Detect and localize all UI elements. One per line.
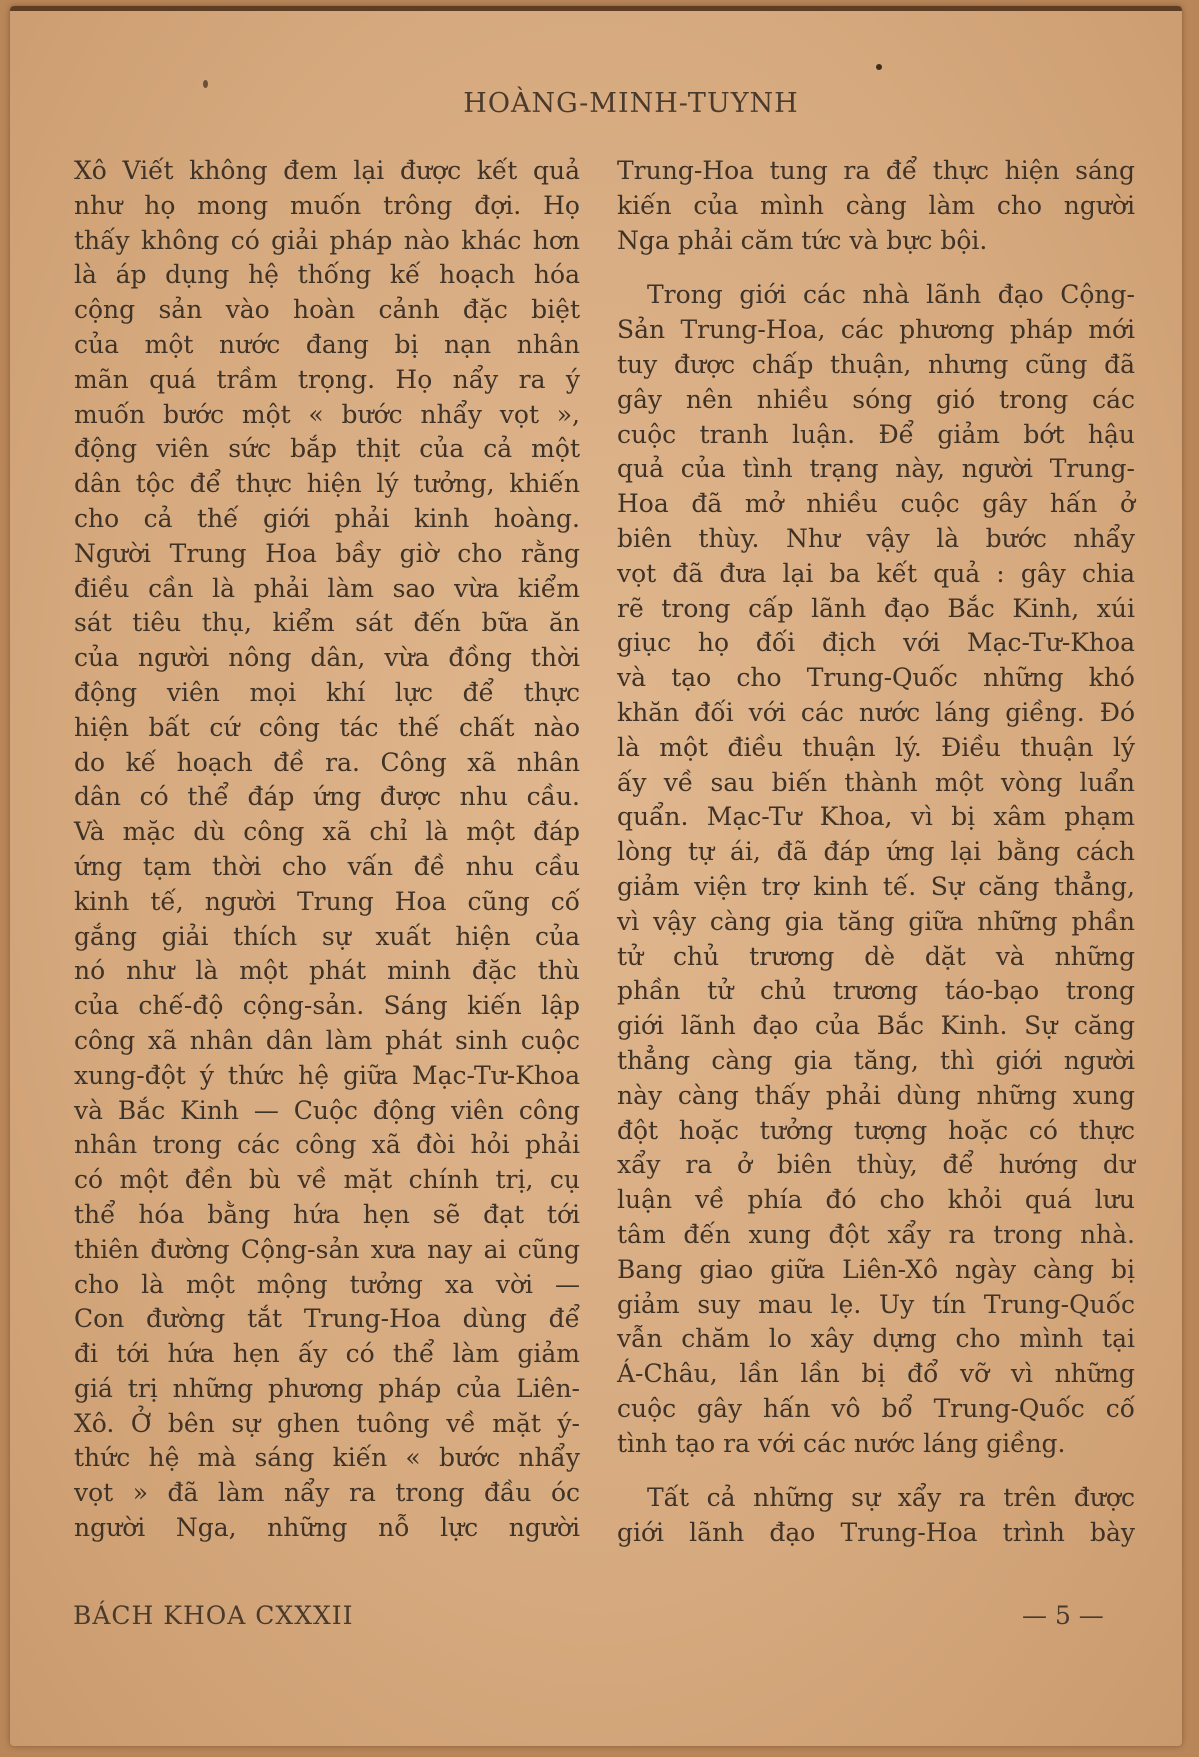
text-line: vọt đã đưa lại ba kết quả : gây chia — [617, 558, 1135, 588]
text-line: thức hệ mà sáng kiến « bước nhẩy — [74, 1443, 580, 1473]
text-line: dân tộc để thực hiện lý tưởng, khiến — [74, 469, 580, 499]
text-line: gắng giải thích sự xuất hiện của — [74, 921, 580, 951]
text-line: giá trị những phương pháp của Liên- — [74, 1373, 580, 1403]
text-line: này càng thấy phải dùng những xung — [617, 1080, 1135, 1110]
text-line: Con đường tắt Trung-Hoa dùng để — [74, 1304, 580, 1334]
text-line: là một điều thuận lý. Điều thuận lý — [617, 732, 1135, 762]
text-line: lòng tự ái, đã đáp ứng lại bằng cách — [617, 837, 1135, 867]
text-line: quẩn. Mạc-Tư Khoa, vì bị xâm phạm — [617, 802, 1135, 832]
text-line: động viên sức bắp thịt của cả một — [74, 434, 580, 464]
text-line: tử chủ trương dè dặt và những — [617, 941, 1135, 971]
text-line: và Bắc Kinh — Cuộc động viên công — [74, 1095, 580, 1125]
text-line: giới lãnh đạo của Bắc Kinh. Sự căng — [617, 1011, 1135, 1041]
text-line: xung-đột ý thức hệ giữa Mạc-Tư-Khoa — [74, 1060, 580, 1090]
text-line: thẳng càng gia tăng, thì giới người — [617, 1045, 1135, 1075]
text-line: Hoa đã mở nhiều cuộc gây hấn ở — [617, 489, 1135, 519]
paragraph-gap — [617, 1461, 1135, 1481]
text-line: muốn bước một « bước nhẩy vọt », — [74, 399, 580, 429]
ink-speck — [876, 64, 882, 70]
text-line: Nga phải căm tức và bực bội. — [617, 225, 988, 255]
text-line: mãn quá trầm trọng. Họ nẩy ra ý — [74, 364, 580, 394]
text-line: Trung-Hoa tung ra để thực hiện sáng — [617, 156, 1135, 185]
magazine-page — [10, 6, 1182, 1746]
text-line: người Nga, những nỗ lực người — [74, 1513, 580, 1543]
text-line: luận về phía đó cho khỏi quá lưu — [617, 1185, 1135, 1215]
publication-footer: BÁCH KHOA CXXXII — [73, 1601, 354, 1630]
text-line: Trong giới các nhà lãnh đạo Cộng- — [647, 280, 1135, 310]
text-line: công xã nhân dân làm phát sinh cuộc — [74, 1025, 580, 1055]
text-line: cho cả thế giới phải kinh hoàng. — [74, 503, 580, 533]
running-head: HOÀNG-MINH-TUYNH — [463, 88, 799, 119]
text-line: của người nông dân, vừa đồng thời — [74, 643, 580, 673]
text-line: tuy được chấp thuận, nhưng cũng đã — [617, 349, 1135, 379]
text-line: phần tử chủ trương táo-bạo trong — [617, 976, 1135, 1006]
text-line: vọt » đã làm nẩy ra trong đầu óc — [74, 1478, 580, 1508]
text-line: kiến của mình càng làm cho người — [617, 190, 1135, 220]
text-line: ấy về sau biến thành một vòng luẩn — [617, 767, 1135, 797]
text-line: điều cần là phải làm sao vừa kiểm — [74, 573, 580, 603]
text-line: là áp dụng hệ thống kế hoạch hóa — [74, 260, 580, 290]
text-line: như họ mong muốn trông đợi. Họ — [74, 190, 580, 220]
paragraph-gap — [617, 258, 1135, 278]
text-line: khăn đối với các nước láng giềng. Đó — [617, 697, 1135, 727]
text-line: quả của tình trạng này, người Trung- — [617, 454, 1135, 484]
text-line: của chế-độ cộng-sản. Sáng kiến lập — [74, 991, 580, 1021]
text-line: của một nước đang bị nạn nhân — [74, 329, 580, 359]
text-line: vẫn chăm lo xây dựng cho mình tại — [617, 1324, 1135, 1354]
page-number: — 5 — — [1022, 1601, 1104, 1630]
text-line: ứng tạm thời cho vấn đề nhu cầu — [74, 851, 580, 881]
left-column — [74, 154, 580, 1546]
text-line: cộng sản vào hoàn cảnh đặc biệt — [74, 295, 580, 325]
text-line: thấy không có giải pháp nào khác hơn — [74, 225, 580, 255]
text-line: và tạo cho Trung-Quốc những khó — [617, 663, 1135, 693]
text-line: cuộc tranh luận. Để giảm bớt hậu — [617, 419, 1135, 449]
text-line: thể hóa bằng hứa hẹn sẽ đạt tới — [74, 1199, 580, 1229]
text-line: có một đền bù về mặt chính trị, cụ — [74, 1165, 580, 1195]
text-line: kinh tế, người Trung Hoa cũng cố — [74, 886, 580, 916]
text-line: Bang giao giữa Liên-Xô ngày càng bị — [617, 1254, 1135, 1284]
text-line: đột hoặc tưởng tượng hoặc có thực — [617, 1115, 1135, 1145]
ink-speck — [203, 80, 208, 88]
right-column — [617, 154, 1135, 1551]
text-line: Á-Châu, lần lần bị đổ vỡ vì những — [617, 1359, 1135, 1389]
text-line: giới lãnh đạo Trung-Hoa trình bày — [617, 1518, 1135, 1548]
text-line: Và mặc dù công xã chỉ là một đáp — [74, 817, 580, 847]
text-line: tâm đến xung đột xẩy ra trong nhà. — [617, 1219, 1135, 1249]
text-line: cho là một mộng tưởng xa vời — — [74, 1269, 580, 1299]
text-line: Người Trung Hoa bầy giờ cho rằng — [74, 538, 580, 568]
text-line: do kế hoạch đề ra. Công xã nhân — [74, 747, 580, 777]
text-line: gây nên nhiều sóng gió trong các — [617, 384, 1135, 414]
text-line: Xô. Ở bên sự ghen tuông về mặt ý- — [74, 1408, 580, 1438]
text-line: biên thùy. Như vậy là bước nhẩy — [617, 523, 1135, 553]
text-line: cuộc gây hấn vô bổ Trung-Quốc cố — [617, 1393, 1135, 1423]
text-line: đi tới hứa hẹn ấy có thể làm giảm — [74, 1339, 580, 1369]
text-line: dân có thể đáp ứng được nhu cầu. — [74, 782, 580, 812]
text-line: Sản Trung-Hoa, các phương pháp mới — [617, 315, 1135, 345]
text-line: nhân trong các công xã đòi hỏi phải — [74, 1130, 580, 1160]
text-line: vì vậy càng gia tăng giữa những phần — [617, 906, 1135, 936]
text-line: giảm suy mau lẹ. Uy tín Trung-Quốc — [617, 1289, 1135, 1319]
text-line: hiện bất cứ công tác thế chất nào — [74, 712, 580, 742]
text-line: xẩy ra ở biên thùy, để hướng dư — [617, 1150, 1135, 1180]
text-line: Xô Viết không đem lại được kết quả — [74, 156, 580, 185]
text-line: tình tạo ra với các nước láng giềng. — [617, 1428, 1066, 1458]
text-line: thiên đường Cộng-sản xưa nay ai cũng — [74, 1234, 580, 1264]
text-line: Tất cả những sự xẩy ra trên được — [647, 1483, 1135, 1513]
text-line: động viên mọi khí lực để thực — [74, 677, 580, 707]
text-line: giục họ đối địch với Mạc-Tư-Khoa — [617, 628, 1135, 658]
text-line: nó như là một phát minh đặc thù — [74, 956, 580, 986]
text-line: sát tiêu thụ, kiểm sát đến bữa ăn — [74, 608, 580, 638]
text-line: giảm viện trợ kinh tế. Sự căng thẳng, — [617, 871, 1135, 901]
text-line: rẽ trong cấp lãnh đạo Bắc Kinh, xúi — [617, 593, 1135, 623]
